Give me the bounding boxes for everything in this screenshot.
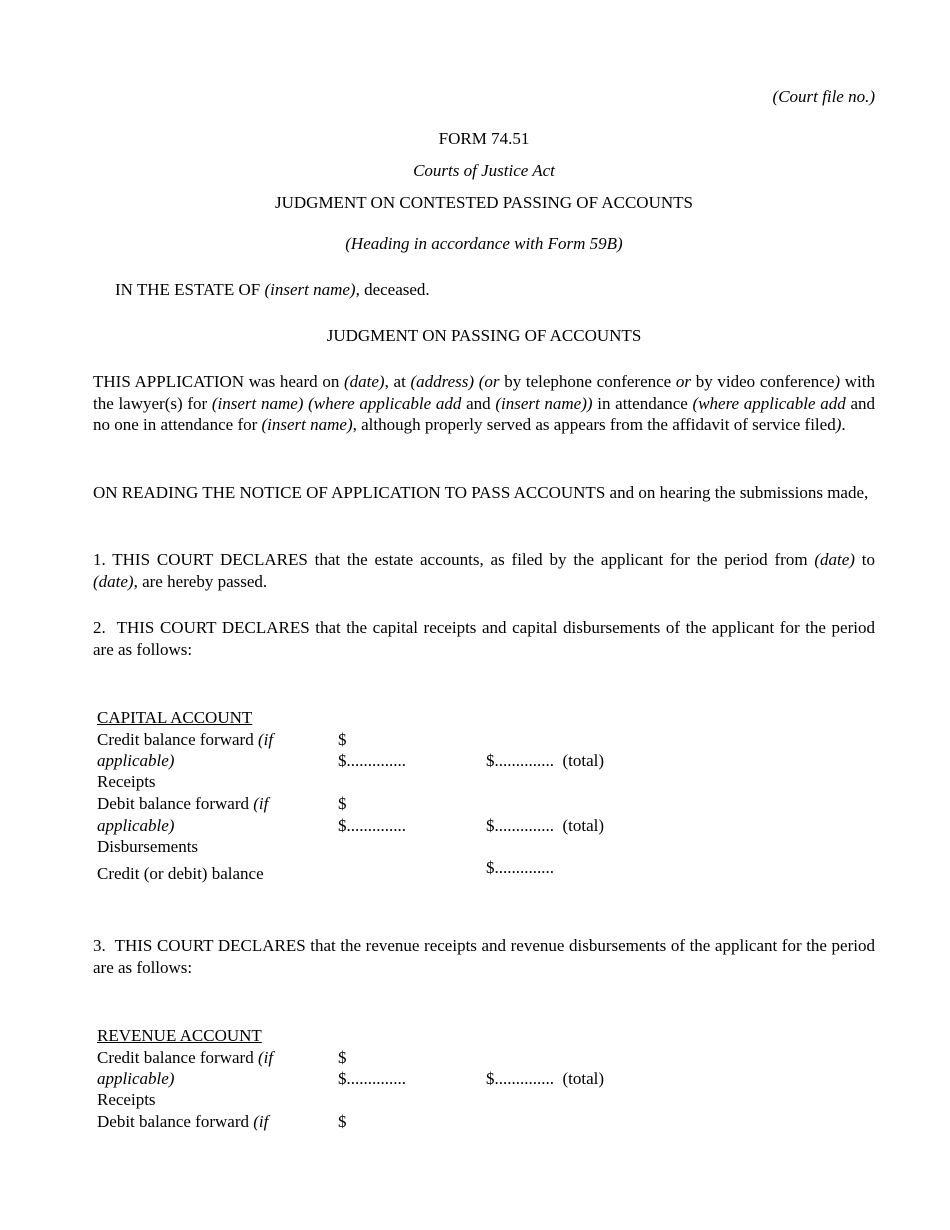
revenue-debit-forward-label: Debit balance forward (if — [97, 1112, 269, 1131]
capital-disbursements-label: Disbursements — [97, 837, 199, 856]
capital-credit-forward-label: Credit balance forward (if — [97, 730, 274, 749]
revenue-credit-forward-label: Credit balance forward (if — [97, 1048, 274, 1067]
court-file-number: (Court file no.) — [772, 87, 875, 106]
revenue-receipts-label: Receipts — [97, 1090, 156, 1109]
act-name: Courts of Justice Act — [413, 161, 555, 180]
revenue-receipts-blank: $.............. — [338, 1069, 406, 1088]
declaration-2: 2. THIS COURT DECLARES that the capital receipts and capital disbursements of the applicant for the period are as follows: — [93, 618, 875, 659]
capital-disbursements-blank: $.............. — [338, 816, 406, 835]
reading-paragraph: ON READING THE NOTICE OF APPLICATION TO PASS ACCOUNTS and on hearing the submissions made, — [93, 483, 869, 502]
capital-receipts-label: Receipts — [97, 772, 156, 791]
revenue-debit-forward-dollar: $ — [338, 1112, 347, 1131]
declaration-3: 3. THIS COURT DECLARES that the revenue receipts and revenue disbursements of the applicant for the period are as follows: — [93, 936, 875, 977]
capital-balance-blank: $.............. — [486, 858, 554, 877]
capital-debit-applicable: applicable) — [97, 816, 175, 835]
judgment-title: JUDGMENT ON PASSING OF ACCOUNTS — [326, 326, 642, 345]
revenue-credit-forward-dollar: $ — [338, 1048, 347, 1067]
capital-credit-forward-dollar: $ — [338, 730, 347, 749]
estate-line: IN THE ESTATE OF (insert name), deceased. — [115, 280, 430, 299]
capital-debit-forward-label: Debit balance forward (if — [97, 794, 269, 813]
capital-receipts-blank: $.............. — [338, 751, 406, 770]
revenue-account-title: REVENUE ACCOUNT — [97, 1026, 262, 1045]
heading-note: (Heading in accordance with Form 59B) — [345, 234, 623, 253]
declaration-1: 1. THIS COURT DECLARES that the estate accounts, as filed by the applicant for the period from (date) to (date), are hereby passed. — [93, 550, 875, 591]
capital-disbursements-total: $.............. (total) — [486, 816, 605, 835]
capital-balance-label: Credit (or debit) balance — [97, 864, 264, 883]
capital-credit-applicable: applicable) — [97, 751, 175, 770]
form-title: JUDGMENT ON CONTESTED PASSING OF ACCOUNTS — [275, 193, 693, 212]
capital-debit-forward-dollar: $ — [338, 794, 347, 813]
form-number: FORM 74.51 — [438, 129, 530, 148]
capital-account-title: CAPITAL ACCOUNT — [97, 708, 253, 727]
capital-receipts-total: $.............. (total) — [486, 751, 605, 770]
revenue-credit-applicable: applicable) — [97, 1069, 175, 1088]
revenue-receipts-total: $.............. (total) — [486, 1069, 605, 1088]
application-paragraph: THIS APPLICATION was heard on (date), at (address) (or by telephone conference or by video conference) with the lawyer(s) for (insert name) (where applicable add and (insert name)) in attendance (where applicable add and no one in attendance for (insert name), although properly served as appears from the affidavit of service filed). — [93, 372, 876, 434]
